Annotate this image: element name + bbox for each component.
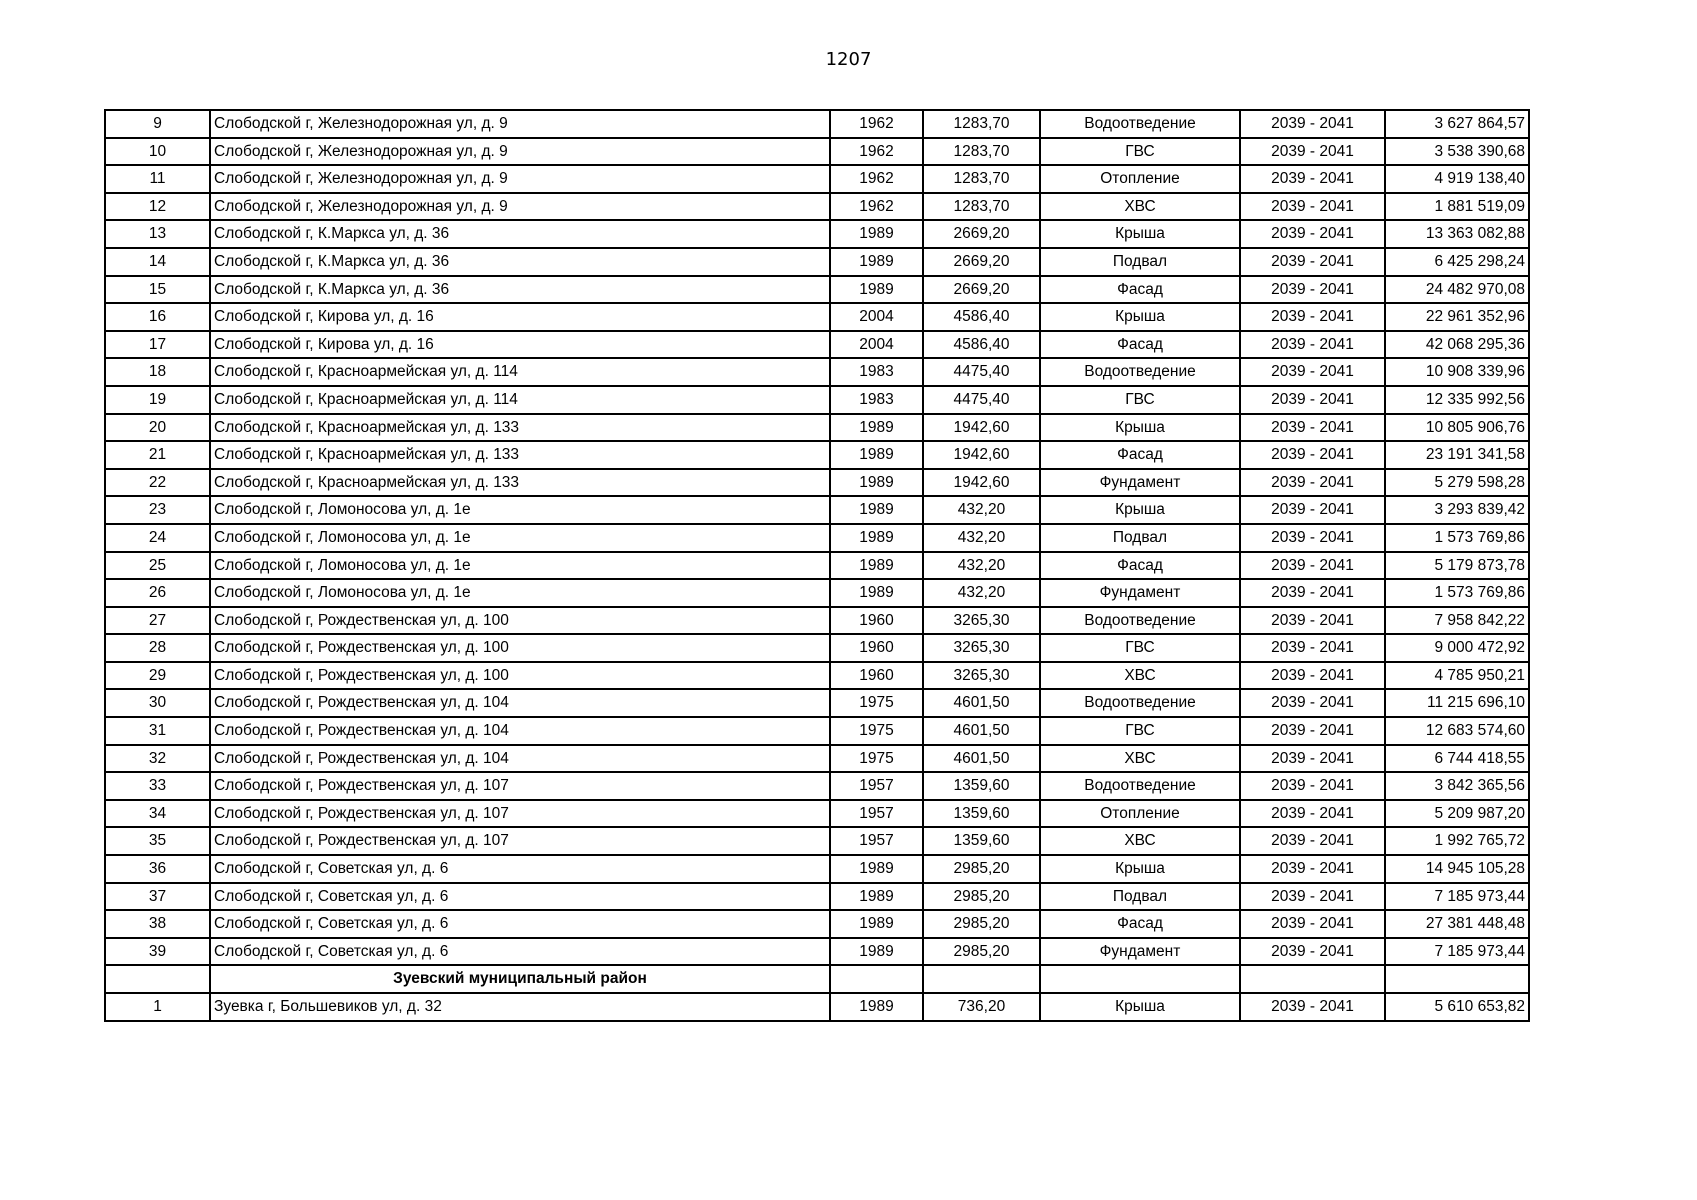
build-year-cell: 1983 — [830, 386, 923, 414]
table-row — [105, 193, 1529, 221]
address-cell: Слободской г, Железнодорожная ул, д. 9 — [210, 138, 830, 166]
build-year-cell: 1962 — [830, 165, 923, 193]
area-cell: 4586,40 — [923, 303, 1040, 331]
table-row — [105, 469, 1529, 497]
address-cell: Слободской г, Кирова ул, д. 16 — [210, 303, 830, 331]
row-number-cell: 18 — [105, 358, 210, 386]
build-year-cell: 1962 — [830, 138, 923, 166]
build-year-cell: 1975 — [830, 717, 923, 745]
work-type-cell: Фасад — [1040, 276, 1240, 304]
period-cell: 2039 - 2041 — [1240, 441, 1385, 469]
build-year-cell: 1989 — [830, 496, 923, 524]
table-row — [105, 689, 1529, 717]
area-cell: 4475,40 — [923, 386, 1040, 414]
work-type-cell: Фасад — [1040, 441, 1240, 469]
build-year-cell: 2004 — [830, 303, 923, 331]
area-cell: 1359,60 — [923, 827, 1040, 855]
cost-cell: 6 425 298,24 — [1385, 248, 1529, 276]
period-cell: 2039 - 2041 — [1240, 193, 1385, 221]
table-row — [105, 883, 1529, 911]
address-cell: Слободской г, Советская ул, д. 6 — [210, 855, 830, 883]
area-cell: 3265,30 — [923, 634, 1040, 662]
build-year-cell: 1989 — [830, 883, 923, 911]
work-type-cell: Фасад — [1040, 331, 1240, 359]
cost-cell: 1 573 769,86 — [1385, 524, 1529, 552]
address-cell: Слободской г, Рождественская ул, д. 100 — [210, 607, 830, 635]
work-type-cell: Отопление — [1040, 165, 1240, 193]
build-year-cell: 1989 — [830, 414, 923, 442]
row-number-cell: 31 — [105, 717, 210, 745]
area-cell: 1283,70 — [923, 165, 1040, 193]
period-cell: 2039 - 2041 — [1240, 883, 1385, 911]
build-year-cell: 1962 — [830, 110, 923, 138]
row-number-cell: 11 — [105, 165, 210, 193]
table-row — [105, 827, 1529, 855]
row-number-cell: 36 — [105, 855, 210, 883]
cost-cell: 42 068 295,36 — [1385, 331, 1529, 359]
cost-cell: 1 992 765,72 — [1385, 827, 1529, 855]
row-number-cell: 34 — [105, 800, 210, 828]
period-cell: 2039 - 2041 — [1240, 220, 1385, 248]
address-cell: Слободской г, Советская ул, д. 6 — [210, 910, 830, 938]
area-cell: 2985,20 — [923, 855, 1040, 883]
period-cell: 2039 - 2041 — [1240, 717, 1385, 745]
work-type-cell: Водоотведение — [1040, 607, 1240, 635]
table-row — [105, 358, 1529, 386]
table-row — [105, 110, 1529, 138]
row-number-cell: 15 — [105, 276, 210, 304]
address-cell: Слободской г, Кирова ул, д. 16 — [210, 331, 830, 359]
cost-cell: 9 000 472,92 — [1385, 634, 1529, 662]
address-cell: Слободской г, Рождественская ул, д. 107 — [210, 800, 830, 828]
cost-cell: 3 627 864,57 — [1385, 110, 1529, 138]
address-cell: Слободской г, Рождественская ул, д. 104 — [210, 717, 830, 745]
row-number-cell: 25 — [105, 552, 210, 580]
work-type-cell: Фундамент — [1040, 469, 1240, 497]
build-year-cell: 1960 — [830, 634, 923, 662]
build-year-cell: 1989 — [830, 220, 923, 248]
row-number-cell: 37 — [105, 883, 210, 911]
period-cell: 2039 - 2041 — [1240, 689, 1385, 717]
cost-cell: 7 958 842,22 — [1385, 607, 1529, 635]
table-row — [105, 745, 1529, 773]
address-cell: Слободской г, Железнодорожная ул, д. 9 — [210, 165, 830, 193]
build-year-cell: 1989 — [830, 276, 923, 304]
cost-cell: 4 919 138,40 — [1385, 165, 1529, 193]
cost-cell: 11 215 696,10 — [1385, 689, 1529, 717]
period-cell: 2039 - 2041 — [1240, 552, 1385, 580]
work-type-cell: ХВС — [1040, 662, 1240, 690]
address-cell: Слободской г, Ломоносова ул, д. 1е — [210, 579, 830, 607]
address-cell: Слободской г, Красноармейская ул, д. 114 — [210, 358, 830, 386]
address-cell: Слободской г, К.Маркса ул, д. 36 — [210, 276, 830, 304]
period-cell: 2039 - 2041 — [1240, 165, 1385, 193]
work-type-cell: Крыша — [1040, 414, 1240, 442]
address-cell: Слободской г, Советская ул, д. 6 — [210, 883, 830, 911]
work-type-cell: Подвал — [1040, 248, 1240, 276]
row-number-cell: 27 — [105, 607, 210, 635]
area-cell: 4475,40 — [923, 358, 1040, 386]
area-cell: 432,20 — [923, 496, 1040, 524]
cost-cell: 3 842 365,56 — [1385, 772, 1529, 800]
period-cell — [1240, 965, 1385, 993]
page-number: 1207 — [825, 49, 872, 70]
work-type-cell: Крыша — [1040, 220, 1240, 248]
period-cell: 2039 - 2041 — [1240, 386, 1385, 414]
work-type-cell: ГВС — [1040, 634, 1240, 662]
cost-cell: 10 908 339,96 — [1385, 358, 1529, 386]
area-cell: 1283,70 — [923, 193, 1040, 221]
cost-cell: 7 185 973,44 — [1385, 883, 1529, 911]
work-type-cell: ГВС — [1040, 717, 1240, 745]
work-type-cell: Водоотведение — [1040, 689, 1240, 717]
work-type-cell: Крыша — [1040, 855, 1240, 883]
build-year-cell: 1983 — [830, 358, 923, 386]
build-year-cell — [830, 965, 923, 993]
table-row — [105, 414, 1529, 442]
row-number-cell: 19 — [105, 386, 210, 414]
cost-cell: 22 961 352,96 — [1385, 303, 1529, 331]
work-type-cell: ХВС — [1040, 193, 1240, 221]
row-number-cell: 17 — [105, 331, 210, 359]
build-year-cell: 1989 — [830, 248, 923, 276]
cost-cell: 12 335 992,56 — [1385, 386, 1529, 414]
cost-cell: 3 293 839,42 — [1385, 496, 1529, 524]
address-cell: Слободской г, Красноармейская ул, д. 133 — [210, 441, 830, 469]
area-cell: 1942,60 — [923, 414, 1040, 442]
row-number-cell: 22 — [105, 469, 210, 497]
table-row — [105, 276, 1529, 304]
work-type-cell: Фасад — [1040, 910, 1240, 938]
period-cell: 2039 - 2041 — [1240, 414, 1385, 442]
build-year-cell: 1975 — [830, 689, 923, 717]
address-cell: Слободской г, Рождественская ул, д. 107 — [210, 827, 830, 855]
table-row — [105, 524, 1529, 552]
address-cell: Слободской г, Советская ул, д. 6 — [210, 938, 830, 966]
work-type-cell: Фундамент — [1040, 938, 1240, 966]
area-cell — [923, 965, 1040, 993]
work-type-cell — [1040, 965, 1240, 993]
address-cell: Слободской г, Ломоносова ул, д. 1е — [210, 524, 830, 552]
work-type-cell: Крыша — [1040, 496, 1240, 524]
work-type-cell: ГВС — [1040, 138, 1240, 166]
table-row — [105, 607, 1529, 635]
build-year-cell: 1989 — [830, 552, 923, 580]
address-cell: Слободской г, Рождественская ул, д. 104 — [210, 745, 830, 773]
row-number-cell: 29 — [105, 662, 210, 690]
area-cell: 1359,60 — [923, 772, 1040, 800]
build-year-cell: 1960 — [830, 607, 923, 635]
period-cell: 2039 - 2041 — [1240, 469, 1385, 497]
build-year-cell: 1960 — [830, 662, 923, 690]
work-type-cell: ХВС — [1040, 745, 1240, 773]
build-year-cell: 1989 — [830, 938, 923, 966]
table-row — [105, 717, 1529, 745]
row-number-cell: 30 — [105, 689, 210, 717]
period-cell: 2039 - 2041 — [1240, 800, 1385, 828]
address-cell: Слободской г, Рождественская ул, д. 104 — [210, 689, 830, 717]
cost-cell: 14 945 105,28 — [1385, 855, 1529, 883]
section-header-row — [105, 965, 1529, 993]
table-row — [105, 220, 1529, 248]
row-number-cell: 28 — [105, 634, 210, 662]
row-number-cell: 13 — [105, 220, 210, 248]
cost-cell: 10 805 906,76 — [1385, 414, 1529, 442]
period-cell: 2039 - 2041 — [1240, 331, 1385, 359]
build-year-cell: 2004 — [830, 331, 923, 359]
table-row — [105, 938, 1529, 966]
period-cell: 2039 - 2041 — [1240, 138, 1385, 166]
work-type-cell: Фундамент — [1040, 579, 1240, 607]
section-title: Зуевский муниципальный район — [210, 965, 830, 993]
address-cell: Слободской г, Красноармейская ул, д. 133 — [210, 469, 830, 497]
table-row — [105, 634, 1529, 662]
table-row — [105, 386, 1529, 414]
work-type-cell: Подвал — [1040, 883, 1240, 911]
period-cell: 2039 - 2041 — [1240, 662, 1385, 690]
work-type-cell: Крыша — [1040, 303, 1240, 331]
cost-cell: 23 191 341,58 — [1385, 441, 1529, 469]
address-cell: Зуевка г, Большевиков ул, д. 32 — [210, 993, 830, 1021]
period-cell: 2039 - 2041 — [1240, 938, 1385, 966]
period-cell: 2039 - 2041 — [1240, 110, 1385, 138]
address-cell: Слободской г, К.Маркса ул, д. 36 — [210, 248, 830, 276]
period-cell: 2039 - 2041 — [1240, 772, 1385, 800]
area-cell: 4601,50 — [923, 717, 1040, 745]
period-cell: 2039 - 2041 — [1240, 276, 1385, 304]
build-year-cell: 1957 — [830, 827, 923, 855]
period-cell: 2039 - 2041 — [1240, 634, 1385, 662]
period-cell: 2039 - 2041 — [1240, 524, 1385, 552]
period-cell: 2039 - 2041 — [1240, 855, 1385, 883]
period-cell: 2039 - 2041 — [1240, 579, 1385, 607]
table-row — [105, 800, 1529, 828]
row-number-cell: 1 — [105, 993, 210, 1021]
area-cell: 2669,20 — [923, 220, 1040, 248]
area-cell: 1942,60 — [923, 469, 1040, 497]
cost-cell: 4 785 950,21 — [1385, 662, 1529, 690]
area-cell: 4601,50 — [923, 745, 1040, 773]
area-cell: 1283,70 — [923, 138, 1040, 166]
row-number-cell: 24 — [105, 524, 210, 552]
repair-schedule-table — [104, 109, 1530, 1022]
address-cell: Слободской г, Рождественская ул, д. 107 — [210, 772, 830, 800]
cost-cell: 5 610 653,82 — [1385, 993, 1529, 1021]
row-number-cell: 20 — [105, 414, 210, 442]
cost-cell — [1385, 965, 1529, 993]
cost-cell: 5 179 873,78 — [1385, 552, 1529, 580]
area-cell: 1942,60 — [923, 441, 1040, 469]
period-cell: 2039 - 2041 — [1240, 607, 1385, 635]
row-number-cell: 14 — [105, 248, 210, 276]
table-row — [105, 552, 1529, 580]
area-cell: 2669,20 — [923, 276, 1040, 304]
build-year-cell: 1989 — [830, 524, 923, 552]
period-cell: 2039 - 2041 — [1240, 993, 1385, 1021]
table-row — [105, 662, 1529, 690]
table-row — [105, 441, 1529, 469]
table-row — [105, 772, 1529, 800]
table-row — [105, 910, 1529, 938]
cost-cell: 13 363 082,88 — [1385, 220, 1529, 248]
build-year-cell: 1962 — [830, 193, 923, 221]
build-year-cell: 1989 — [830, 441, 923, 469]
address-cell: Слободской г, Железнодорожная ул, д. 9 — [210, 193, 830, 221]
work-type-cell: ГВС — [1040, 386, 1240, 414]
area-cell: 2669,20 — [923, 248, 1040, 276]
address-cell: Слободской г, Ломоносова ул, д. 1е — [210, 496, 830, 524]
build-year-cell: 1957 — [830, 772, 923, 800]
period-cell: 2039 - 2041 — [1240, 910, 1385, 938]
row-number-cell: 12 — [105, 193, 210, 221]
work-type-cell: Водоотведение — [1040, 358, 1240, 386]
period-cell: 2039 - 2041 — [1240, 248, 1385, 276]
period-cell: 2039 - 2041 — [1240, 303, 1385, 331]
area-cell: 3265,30 — [923, 662, 1040, 690]
cost-cell: 12 683 574,60 — [1385, 717, 1529, 745]
table-row — [105, 248, 1529, 276]
address-cell: Слободской г, Рождественская ул, д. 100 — [210, 634, 830, 662]
period-cell: 2039 - 2041 — [1240, 496, 1385, 524]
table-body — [105, 110, 1529, 1021]
period-cell: 2039 - 2041 — [1240, 745, 1385, 773]
period-cell: 2039 - 2041 — [1240, 827, 1385, 855]
work-type-cell: Подвал — [1040, 524, 1240, 552]
work-type-cell: Водоотведение — [1040, 110, 1240, 138]
table-row — [105, 496, 1529, 524]
area-cell: 2985,20 — [923, 910, 1040, 938]
table-row — [105, 138, 1529, 166]
cost-cell: 24 482 970,08 — [1385, 276, 1529, 304]
table-row — [105, 331, 1529, 359]
address-cell: Слободской г, Красноармейская ул, д. 133 — [210, 414, 830, 442]
table-row — [105, 993, 1529, 1021]
table-row — [105, 303, 1529, 331]
row-number-cell: 9 — [105, 110, 210, 138]
area-cell: 432,20 — [923, 552, 1040, 580]
address-cell: Слободской г, Красноармейская ул, д. 114 — [210, 386, 830, 414]
build-year-cell: 1957 — [830, 800, 923, 828]
work-type-cell: Крыша — [1040, 993, 1240, 1021]
address-cell: Слободской г, Рождественская ул, д. 100 — [210, 662, 830, 690]
row-number-cell: 10 — [105, 138, 210, 166]
row-number-cell: 35 — [105, 827, 210, 855]
cost-cell: 5 209 987,20 — [1385, 800, 1529, 828]
table-row — [105, 855, 1529, 883]
cost-cell: 5 279 598,28 — [1385, 469, 1529, 497]
work-type-cell: ХВС — [1040, 827, 1240, 855]
address-cell: Слободской г, К.Маркса ул, д. 36 — [210, 220, 830, 248]
build-year-cell: 1975 — [830, 745, 923, 773]
cost-cell: 3 538 390,68 — [1385, 138, 1529, 166]
cost-cell: 27 381 448,48 — [1385, 910, 1529, 938]
address-cell: Слободской г, Железнодорожная ул, д. 9 — [210, 110, 830, 138]
row-number-cell: 16 — [105, 303, 210, 331]
row-number-cell: 26 — [105, 579, 210, 607]
area-cell: 1359,60 — [923, 800, 1040, 828]
row-number-cell: 38 — [105, 910, 210, 938]
area-cell: 1283,70 — [923, 110, 1040, 138]
cost-cell: 6 744 418,55 — [1385, 745, 1529, 773]
cost-cell: 7 185 973,44 — [1385, 938, 1529, 966]
cost-cell: 1 573 769,86 — [1385, 579, 1529, 607]
area-cell: 432,20 — [923, 524, 1040, 552]
area-cell: 3265,30 — [923, 607, 1040, 635]
work-type-cell: Отопление — [1040, 800, 1240, 828]
area-cell: 432,20 — [923, 579, 1040, 607]
row-number-cell: 23 — [105, 496, 210, 524]
work-type-cell: Фасад — [1040, 552, 1240, 580]
area-cell: 2985,20 — [923, 883, 1040, 911]
area-cell: 736,20 — [923, 993, 1040, 1021]
area-cell: 4601,50 — [923, 689, 1040, 717]
row-number-cell: 39 — [105, 938, 210, 966]
cost-cell: 1 881 519,09 — [1385, 193, 1529, 221]
period-cell: 2039 - 2041 — [1240, 358, 1385, 386]
build-year-cell: 1989 — [830, 910, 923, 938]
build-year-cell: 1989 — [830, 993, 923, 1021]
row-number-cell — [105, 965, 210, 993]
area-cell: 2985,20 — [923, 938, 1040, 966]
row-number-cell: 21 — [105, 441, 210, 469]
row-number-cell: 33 — [105, 772, 210, 800]
build-year-cell: 1989 — [830, 469, 923, 497]
build-year-cell: 1989 — [830, 855, 923, 883]
area-cell: 4586,40 — [923, 331, 1040, 359]
table-row — [105, 165, 1529, 193]
work-type-cell: Водоотведение — [1040, 772, 1240, 800]
address-cell: Слободской г, Ломоносова ул, д. 1е — [210, 552, 830, 580]
build-year-cell: 1989 — [830, 579, 923, 607]
table-row — [105, 579, 1529, 607]
row-number-cell: 32 — [105, 745, 210, 773]
